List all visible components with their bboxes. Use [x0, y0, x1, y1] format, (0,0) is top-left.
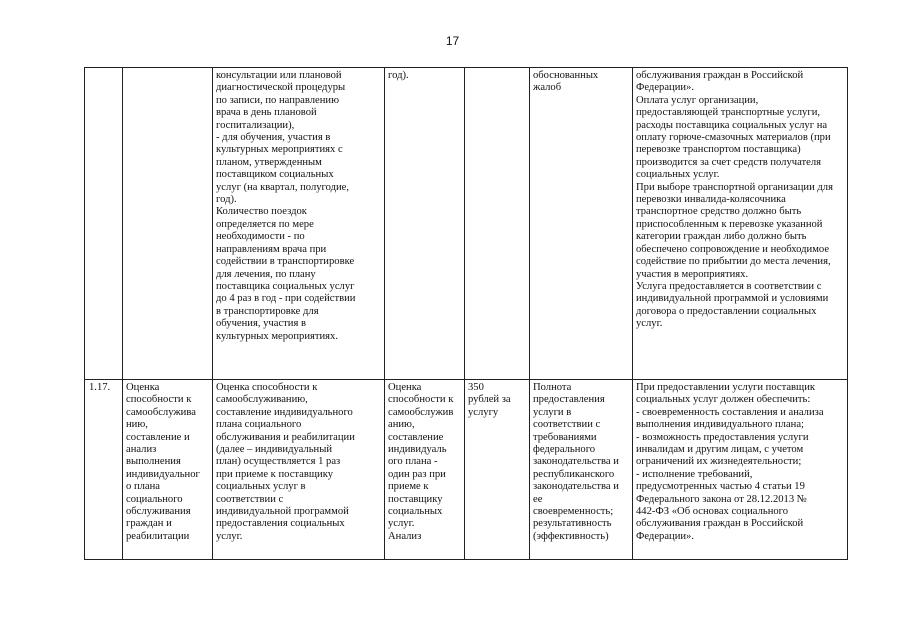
cell-text-line: - для обучения, участия в — [216, 132, 331, 144]
cell-text-line: обучения, участия в — [216, 318, 306, 330]
cell-text-line: перевозке транспортом поставщика) — [636, 144, 801, 156]
cell-text-line: способности к — [388, 394, 454, 406]
cell-text-line: - возможность предоставления услуги — [636, 431, 809, 443]
cell-text-line: поставщика социальных услуг — [216, 280, 355, 292]
cell-text-line: Анализ — [388, 530, 422, 542]
cell-text-line: законодательства и — [533, 481, 619, 493]
cell-text-line: социальных — [388, 506, 443, 518]
cell-text-line: обоснованных — [533, 70, 599, 81]
cell-text-line: плана социального — [216, 419, 302, 431]
cell-text-line: анализ — [126, 444, 157, 456]
cell-text-line: приеме к — [388, 481, 429, 493]
cell-text-line: услуги в — [533, 406, 572, 418]
cell-text-line: в транспортировке для — [216, 305, 319, 317]
cell-text-line: врача в день плановой — [216, 107, 317, 119]
cell-text-line: своевременность; — [533, 506, 614, 518]
cell-text-line: консультации или плановой — [216, 70, 342, 81]
cell-text-line: граждан и — [126, 518, 172, 530]
cell-text-line: план) осуществляется 1 раз — [216, 456, 341, 468]
cell-text-line: предусмотренных частью 4 статьи 19 — [636, 481, 805, 493]
cell-text-line: перевозки инвалида-колясочника — [636, 194, 786, 206]
cell-text-line: до 4 раз в год - при содействии — [216, 293, 356, 305]
cell-text-line: транспортное средство должно быть — [636, 206, 802, 218]
cell-text-line: 442-ФЗ «Об основах социального — [636, 506, 789, 518]
cell-text-line: необходимости - по — [216, 231, 305, 243]
cell-text-line: индивидуальной программой — [216, 506, 349, 518]
cell-text-line: Оценка способности к — [216, 382, 318, 393]
cell-text-line: поставщиком социальных — [216, 169, 334, 181]
cell-text-line: услуг. — [636, 318, 663, 330]
cell-text-line: культурных мероприятиях. — [216, 330, 338, 342]
table-cell — [465, 380, 530, 560]
table-cell — [123, 380, 213, 560]
table-cell — [633, 68, 848, 380]
cell-text-line: обслуживания и реабилитации — [216, 431, 355, 443]
cell-text-line: определяется по мере — [216, 218, 314, 230]
cell-text-line: госпитализации), — [216, 119, 295, 131]
cell-text-line: участия в мероприятиях. — [636, 268, 749, 280]
table-cell — [530, 68, 633, 380]
cell-text-line: законодательства и — [533, 456, 619, 468]
cell-text-line: направлениям врача при — [216, 243, 327, 255]
cell-text-line: федерального — [533, 444, 596, 456]
cell-text-line: выполнения индивидуального плана; — [636, 419, 804, 431]
cell-text-line: для лечения, по плану — [216, 268, 316, 280]
cell-text-line: составление и — [126, 431, 190, 443]
cell-text-line: обслуживания граждан в Российской — [636, 518, 804, 530]
cell-text-line: оплату горюче-смазочных материалов (при — [636, 132, 831, 144]
cell-text-line: поставщику — [388, 493, 443, 505]
cell-text-line: рублей за — [468, 394, 511, 406]
table-cell — [385, 380, 465, 560]
cell-text-line: содействии в транспортировке — [216, 256, 355, 268]
cell-text-line: о плана — [126, 481, 160, 493]
cell-text-line: приспособленным к перевозке указанной — [636, 218, 823, 230]
cell-text-line: по записи, по направлению — [216, 94, 339, 106]
cell-text-line: содействие по прибытии до места лечения, — [636, 256, 831, 268]
table-cell — [213, 380, 385, 560]
cell-text-line: производится за счет средств получателя — [636, 156, 822, 168]
cell-text-line: предоставления социальных — [216, 518, 345, 530]
table-cell — [465, 68, 530, 380]
cell-text-line: составление — [388, 431, 444, 443]
cell-text-line: Услуга предоставляется в соответствии с — [636, 280, 822, 292]
cell-text-line: самообслужив — [388, 406, 454, 418]
cell-text-line: республиканского — [533, 468, 615, 480]
cell-text-line: социальных услуг. — [636, 169, 720, 181]
cell-text-line: самообслужива — [126, 406, 196, 418]
cell-text-line: расходы поставщика социальных услуг на — [636, 119, 828, 131]
cell-text-line: услуг. — [388, 518, 415, 530]
cell-text-line: самообслуживанию, — [216, 394, 308, 406]
cell-text-line: социальных услуг в — [216, 481, 306, 493]
cell-text-line: инвалидам и другим лицам, с учетом — [636, 444, 804, 456]
cell-text-line: ого плана - — [388, 456, 438, 468]
table-cell — [85, 380, 123, 560]
cell-text-line: Федерации». — [636, 530, 694, 542]
cell-text-line: индивидуальной программой и условиями — [636, 293, 829, 305]
cell-text-line: Оплата услуг организации, — [636, 94, 759, 106]
cell-text-line: нию, — [126, 419, 148, 431]
cell-text-line: индивидуаль — [388, 444, 447, 456]
cell-text-line: год). — [216, 194, 237, 206]
cell-text-line: Оценка — [388, 382, 422, 393]
cell-text-line: обслуживания граждан в Российской — [636, 70, 804, 81]
cell-text-line: услуг. — [216, 530, 243, 542]
cell-text-line: год). — [388, 70, 409, 81]
cell-text-line: Количество поездок — [216, 206, 307, 218]
page-number: 17 — [445, 34, 460, 48]
cell-text-line: социальных услуг должен обеспечить: — [636, 394, 811, 406]
cell-text-line: планом, утвержденным — [216, 156, 322, 168]
cell-text-line: услугу — [468, 406, 499, 418]
cell-text-line: Федерации». — [636, 82, 694, 94]
cell-text-line: реабилитации — [126, 530, 190, 542]
table-row — [85, 380, 848, 560]
table-cell — [123, 68, 213, 380]
cell-text-line: диагностической процедуры — [216, 82, 346, 94]
cell-text-line: культурных мероприятиях с — [216, 144, 343, 156]
cell-text-line: социального — [126, 493, 183, 505]
cell-text-line: Полнота — [533, 382, 572, 393]
cell-text-line: При выборе транспортной организации для — [636, 181, 833, 193]
cell-text-line: способности к — [126, 394, 192, 406]
table-cell — [385, 68, 465, 380]
cell-text-line: категории граждан либо должно быть — [636, 231, 807, 243]
cell-text-line: ее — [533, 493, 543, 505]
table-cell — [213, 68, 385, 380]
cell-text-line: соответствии с — [216, 493, 284, 505]
cell-text-line: индивидуальног — [126, 468, 200, 480]
cell-text-line: результативность — [533, 518, 612, 530]
cell-text-line: (эффективность) — [533, 530, 609, 542]
cell-text-line: обеспечено сопровождение и необходимое — [636, 243, 830, 255]
cell-text-line: составление индивидуального — [216, 406, 353, 418]
table-row — [85, 68, 848, 380]
cell-text-line: жалоб — [533, 82, 562, 94]
cell-text-line: один раз при — [388, 468, 446, 480]
cell-text-line: - своевременность составления и анализа — [636, 406, 824, 418]
cell-text-line: (далее – индивидуальный — [216, 444, 332, 456]
cell-text-line: обслуживания — [126, 506, 191, 518]
table-cell — [85, 68, 123, 380]
cell-text-line: анию, — [388, 419, 415, 431]
cell-text-line: выполнения — [126, 456, 181, 468]
cell-text-line: 1.17. — [89, 382, 111, 393]
cell-text-line: 350 — [468, 382, 484, 393]
cell-text-line: соответствии с — [533, 419, 601, 431]
cell-text-line: услуг (на квартал, полугодие, — [216, 181, 350, 193]
cell-text-line: предоставляющей транспортные услуги, — [636, 107, 821, 119]
cell-text-line: ограничений их жизнедеятельности; — [636, 456, 802, 468]
services-table — [84, 67, 848, 560]
cell-text-line: договора о предоставлении социальных — [636, 305, 817, 317]
cell-text-line: Федерального закона от 28.12.2013 № — [636, 493, 807, 505]
cell-text-line: При предоставлении услуги поставщик — [636, 382, 816, 393]
cell-text-line: при приеме к поставщику — [216, 468, 333, 480]
cell-text-line: - исполнение требований, — [636, 468, 753, 480]
cell-text-line: предоставления — [533, 394, 605, 406]
cell-text-line: требованиями — [533, 431, 597, 443]
cell-text-line: Оценка — [126, 382, 160, 393]
table-cell — [633, 380, 848, 560]
table-cell — [530, 380, 633, 560]
